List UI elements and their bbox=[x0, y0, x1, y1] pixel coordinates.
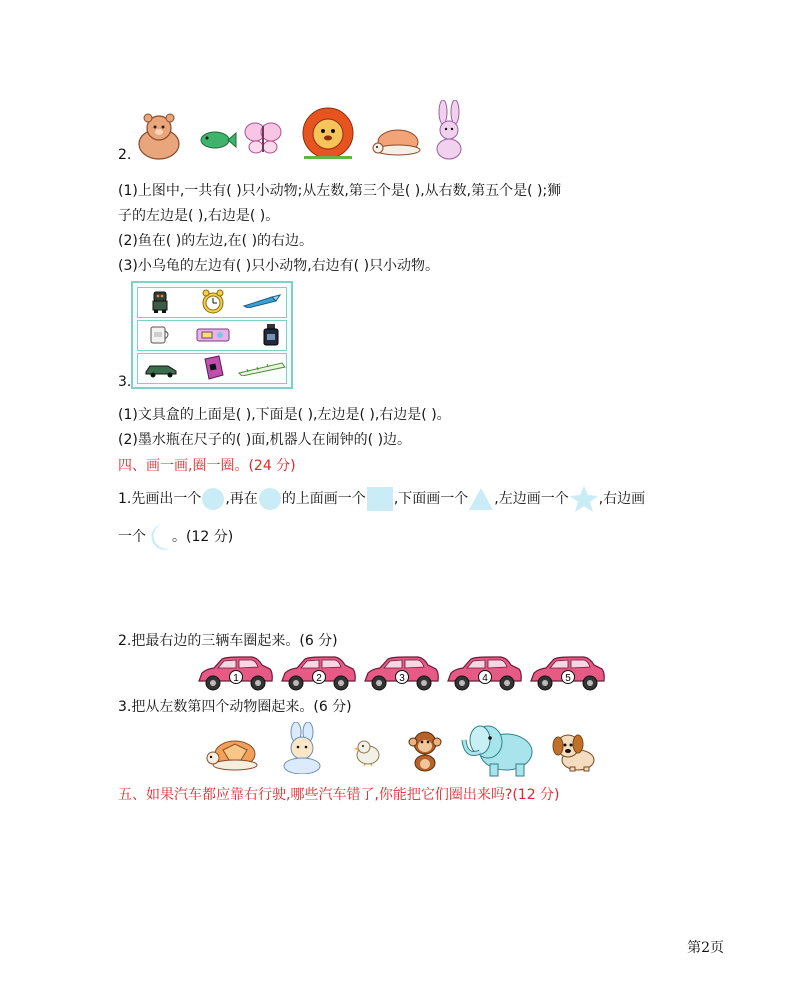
q3-number: 3. bbox=[118, 374, 132, 390]
chick-icon bbox=[353, 738, 383, 766]
car-number-label: 2 bbox=[316, 673, 322, 684]
circle-shape-icon bbox=[258, 487, 282, 511]
book-icon bbox=[201, 355, 225, 381]
car-2[interactable] bbox=[279, 653, 357, 693]
s4-q1-part3: 的上面画一个 bbox=[281, 491, 366, 507]
q2-line-3: (2)鱼在( )的左边,在( )的右边。 bbox=[118, 233, 314, 249]
dog-icon bbox=[550, 730, 598, 772]
s4-q3-text: 3.把从左数第四个动物圈起来。(6 分) bbox=[118, 699, 352, 715]
turtle-icon bbox=[370, 124, 426, 158]
square-shape-icon bbox=[366, 486, 394, 512]
cup-icon bbox=[148, 324, 172, 346]
toy-car-icon bbox=[144, 360, 178, 378]
car-3[interactable] bbox=[362, 653, 440, 693]
grid-row-3 bbox=[137, 353, 287, 384]
page-number: 第2页 bbox=[687, 940, 724, 956]
elephant-icon bbox=[458, 720, 538, 778]
stationery-grid bbox=[131, 281, 293, 389]
lion-icon bbox=[300, 106, 356, 160]
car-number-label: 5 bbox=[565, 673, 571, 684]
grid-row-2 bbox=[137, 320, 287, 351]
s4-q1-part4: ,下面画一个 bbox=[393, 491, 469, 507]
s4-q1-line-1 bbox=[118, 483, 645, 515]
moon-shape-icon bbox=[146, 522, 172, 552]
robot-icon bbox=[148, 290, 172, 314]
s4-q1-line-2 bbox=[118, 521, 233, 553]
car-number-label: 1 bbox=[233, 673, 239, 684]
q2-line-4: (3)小乌龟的左边有( )只小动物,右边有( )只小动物。 bbox=[118, 258, 440, 274]
section4-title: 四、画一画,圈一圈。(24 分) bbox=[118, 458, 296, 474]
grid-row-1 bbox=[137, 287, 287, 318]
rabbit-icon bbox=[431, 100, 467, 160]
pencil-case-icon bbox=[196, 328, 230, 342]
butterfly-icon bbox=[243, 120, 283, 156]
ruler-icon bbox=[238, 362, 286, 376]
pen-icon bbox=[242, 294, 282, 308]
s4-q1-part8: 。(12 分) bbox=[172, 529, 234, 545]
alarm-clock-icon bbox=[200, 289, 226, 315]
s4-q1-part2: ,再在 bbox=[225, 491, 258, 507]
turtle-icon bbox=[205, 736, 261, 772]
s4-q1-part1: 1.先画出一个 bbox=[118, 491, 202, 507]
car-number-label: 4 bbox=[482, 673, 488, 684]
star-shape-icon bbox=[569, 485, 599, 513]
circle-shape-icon bbox=[201, 487, 225, 511]
bunny-icon bbox=[278, 722, 326, 774]
s4-q1-part5: ,左边画一个 bbox=[494, 491, 569, 507]
s4-q1-part7: 一个 bbox=[118, 529, 146, 545]
bear-icon bbox=[133, 112, 185, 160]
cars-row bbox=[196, 653, 612, 695]
triangle-shape-icon bbox=[468, 487, 494, 511]
car-4[interactable] bbox=[445, 653, 523, 693]
ink-bottle-icon bbox=[262, 323, 280, 347]
q2-line-1: (1)上图中,一共有( )只小动物;从左数,第三个是( ),从右数,第五个是( );狮 bbox=[118, 183, 562, 199]
q2-line-2: 子的左边是( ),右边是( )。 bbox=[118, 208, 280, 224]
s4-q2-text: 2.把最右边的三辆车圈起来。(6 分) bbox=[118, 633, 338, 649]
s4-q1-part6: ,右边画 bbox=[598, 491, 646, 507]
fish-icon bbox=[197, 128, 237, 152]
section5-title: 五、如果汽车都应靠右行驶,哪些汽车错了,你能把它们圈出来吗?(12 分) bbox=[118, 787, 560, 803]
q3-line-2: (2)墨水瓶在尺子的( )面,机器人在闹钟的( )边。 bbox=[118, 432, 412, 448]
car-1[interactable] bbox=[196, 653, 274, 693]
q2-number: 2. bbox=[118, 147, 132, 163]
car-5[interactable] bbox=[528, 653, 606, 693]
monkey-icon bbox=[408, 730, 442, 772]
q3-line-1: (1)文具盒的上面是( ),下面是( ),左边是( ),右边是( )。 bbox=[118, 407, 451, 423]
car-number-label: 3 bbox=[399, 673, 405, 684]
